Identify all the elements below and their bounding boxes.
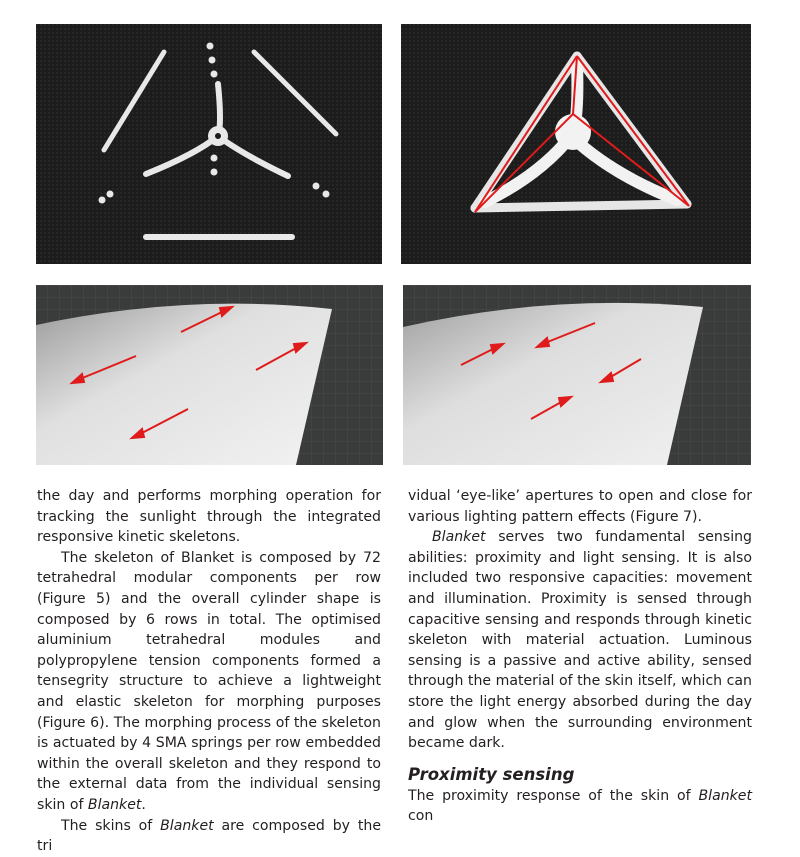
paragraph: the day and performs morphing operation for tracking the sunlight through the integrated responsive kinetic skeletons. bbox=[37, 488, 381, 546]
text-column-right bbox=[408, 486, 752, 827]
photo-skin-open-right bbox=[403, 285, 751, 465]
paragraph: The skeleton of Blanket is composed by 72 tetrahedral modular components per row (Figure 5) and the overall cylinder shape is composed by 6 rows in total. The optimised aluminium tetrahedral modules and polypropylene tension components formed a tensegrity structure to achieve a lightweight and elastic skeleton for morphing purposes (Figure 6). The morphing process of the skeleton is actuated by 4 SMA springs per row embedded within the overall skeleton and they respond to the external data from the individual sensing skin of Blanket. bbox=[37, 549, 381, 813]
italic-term: Blanket bbox=[698, 787, 752, 804]
paragraph: The proximity response of the skin of Blanket con bbox=[408, 787, 752, 825]
paragraph: vidual ‘eye-like’ apertures to open and close for various lighting pattern effects (Figure 7). bbox=[408, 488, 752, 525]
section-heading: Proximity sensing bbox=[408, 764, 575, 784]
paragraph: The skins of Blanket are composed by the tri bbox=[37, 817, 381, 855]
photo-skeleton-components bbox=[36, 24, 382, 264]
text-column-left bbox=[37, 486, 381, 857]
italic-term: Blanket bbox=[160, 817, 214, 834]
photo-skin-open-left bbox=[36, 285, 383, 465]
paragraph: Blanket serves two fundamental sensing abilities: proximity and light sensing. It is also included two responsive capacities: movement and illumination. Proximity is sensed through capacitive sensing and responds through kinetic skeleton with material actuation. Luminous sensing is a passive and active ability, sensed through the material of the skin itself, which can store the light energy absorbed during the day and glow when the surrounding environment became dark. bbox=[408, 529, 752, 752]
photo-assembled-tetrahedron bbox=[401, 24, 751, 264]
italic-term: Blanket bbox=[432, 529, 486, 546]
italic-term: Blanket bbox=[87, 796, 142, 813]
